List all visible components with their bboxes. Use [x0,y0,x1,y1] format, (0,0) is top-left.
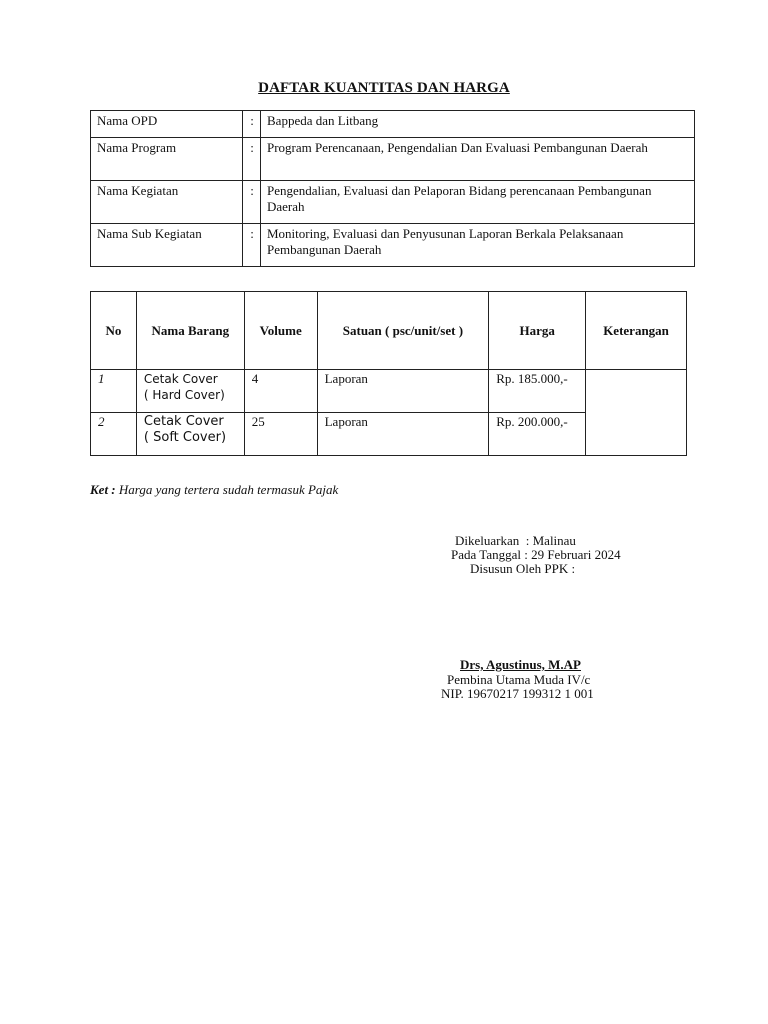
info-separator: : [243,111,261,138]
cell-no: 2 [91,413,137,456]
header-volume: Volume [244,292,317,370]
cell-harga: Rp. 185.000,- [489,370,586,413]
item-name-line2: ( Hard Cover) [143,388,225,402]
header-satuan: Satuan ( psc/unit/set ) [317,292,489,370]
issued-date: Pada Tanggal : 29 Februari 2024 [451,547,621,562]
info-row-opd [91,111,695,138]
header-harga: Harga [489,292,586,370]
info-label: Nama Kegiatan [91,181,243,224]
info-separator: : [243,138,261,181]
header-no: No [91,292,137,370]
cell-no: 1 [91,370,137,413]
signatory-name: Drs, Agustinus, M.AP [460,657,581,672]
info-value: Pengendalian, Evaluasi dan Pelaporan Bidang perencanaan Pembangunan Daerah [261,181,695,224]
cell-satuan: Laporan [317,413,489,456]
header-nama-barang: Nama Barang [136,292,244,370]
info-value: Monitoring, Evaluasi dan Penyusunan Laporan Berkala Pelaksanaan Pembangunan Daerah [261,224,695,267]
info-value: Bappeda dan Litbang [261,111,695,138]
info-row-sub-kegiatan [91,224,695,267]
cell-satuan: Laporan [317,370,489,413]
info-value: Program Perencanaan, Pengendalian Dan Evaluasi Pembangunan Daerah [261,138,695,181]
info-separator: : [243,224,261,267]
table-row [91,370,687,413]
items-header-row [91,292,687,370]
cell-nama-barang [136,370,244,413]
cell-harga: Rp. 200.000,- [489,413,586,456]
info-label: Nama OPD [91,111,243,138]
item-name-line1: Cetak Cover [143,372,218,386]
item-name-line1: Cetak Cover [143,414,224,429]
note-label: Ket : [90,482,116,497]
note-text: Harga yang tertera sudah termasuk Pajak [118,482,339,497]
items-table [90,291,687,456]
cell-nama-barang [136,413,244,456]
header-keterangan: Keterangan [586,292,687,370]
info-label: Nama Sub Kegiatan [91,224,243,267]
signatory-nip: NIP. 19670217 199312 1 001 [441,686,594,701]
signatory-rank: Pembina Utama Muda IV/c [447,672,591,687]
info-row-kegiatan [91,181,695,224]
program-info-table [90,110,695,267]
issued-place: Dikeluarkan : Malinau [455,533,576,548]
cell-volume: 4 [244,370,317,413]
prepared-by: Disusun Oleh PPK : [470,561,576,576]
document-title: DAFTAR KUANTITAS DAN HARGA [258,80,510,96]
info-label: Nama Program [91,138,243,181]
cell-keterangan [586,370,687,456]
cell-volume: 25 [244,413,317,456]
info-row-program [91,138,695,181]
item-name-line2: ( Soft Cover) [143,430,227,445]
info-separator: : [243,181,261,224]
tax-note [90,482,338,498]
